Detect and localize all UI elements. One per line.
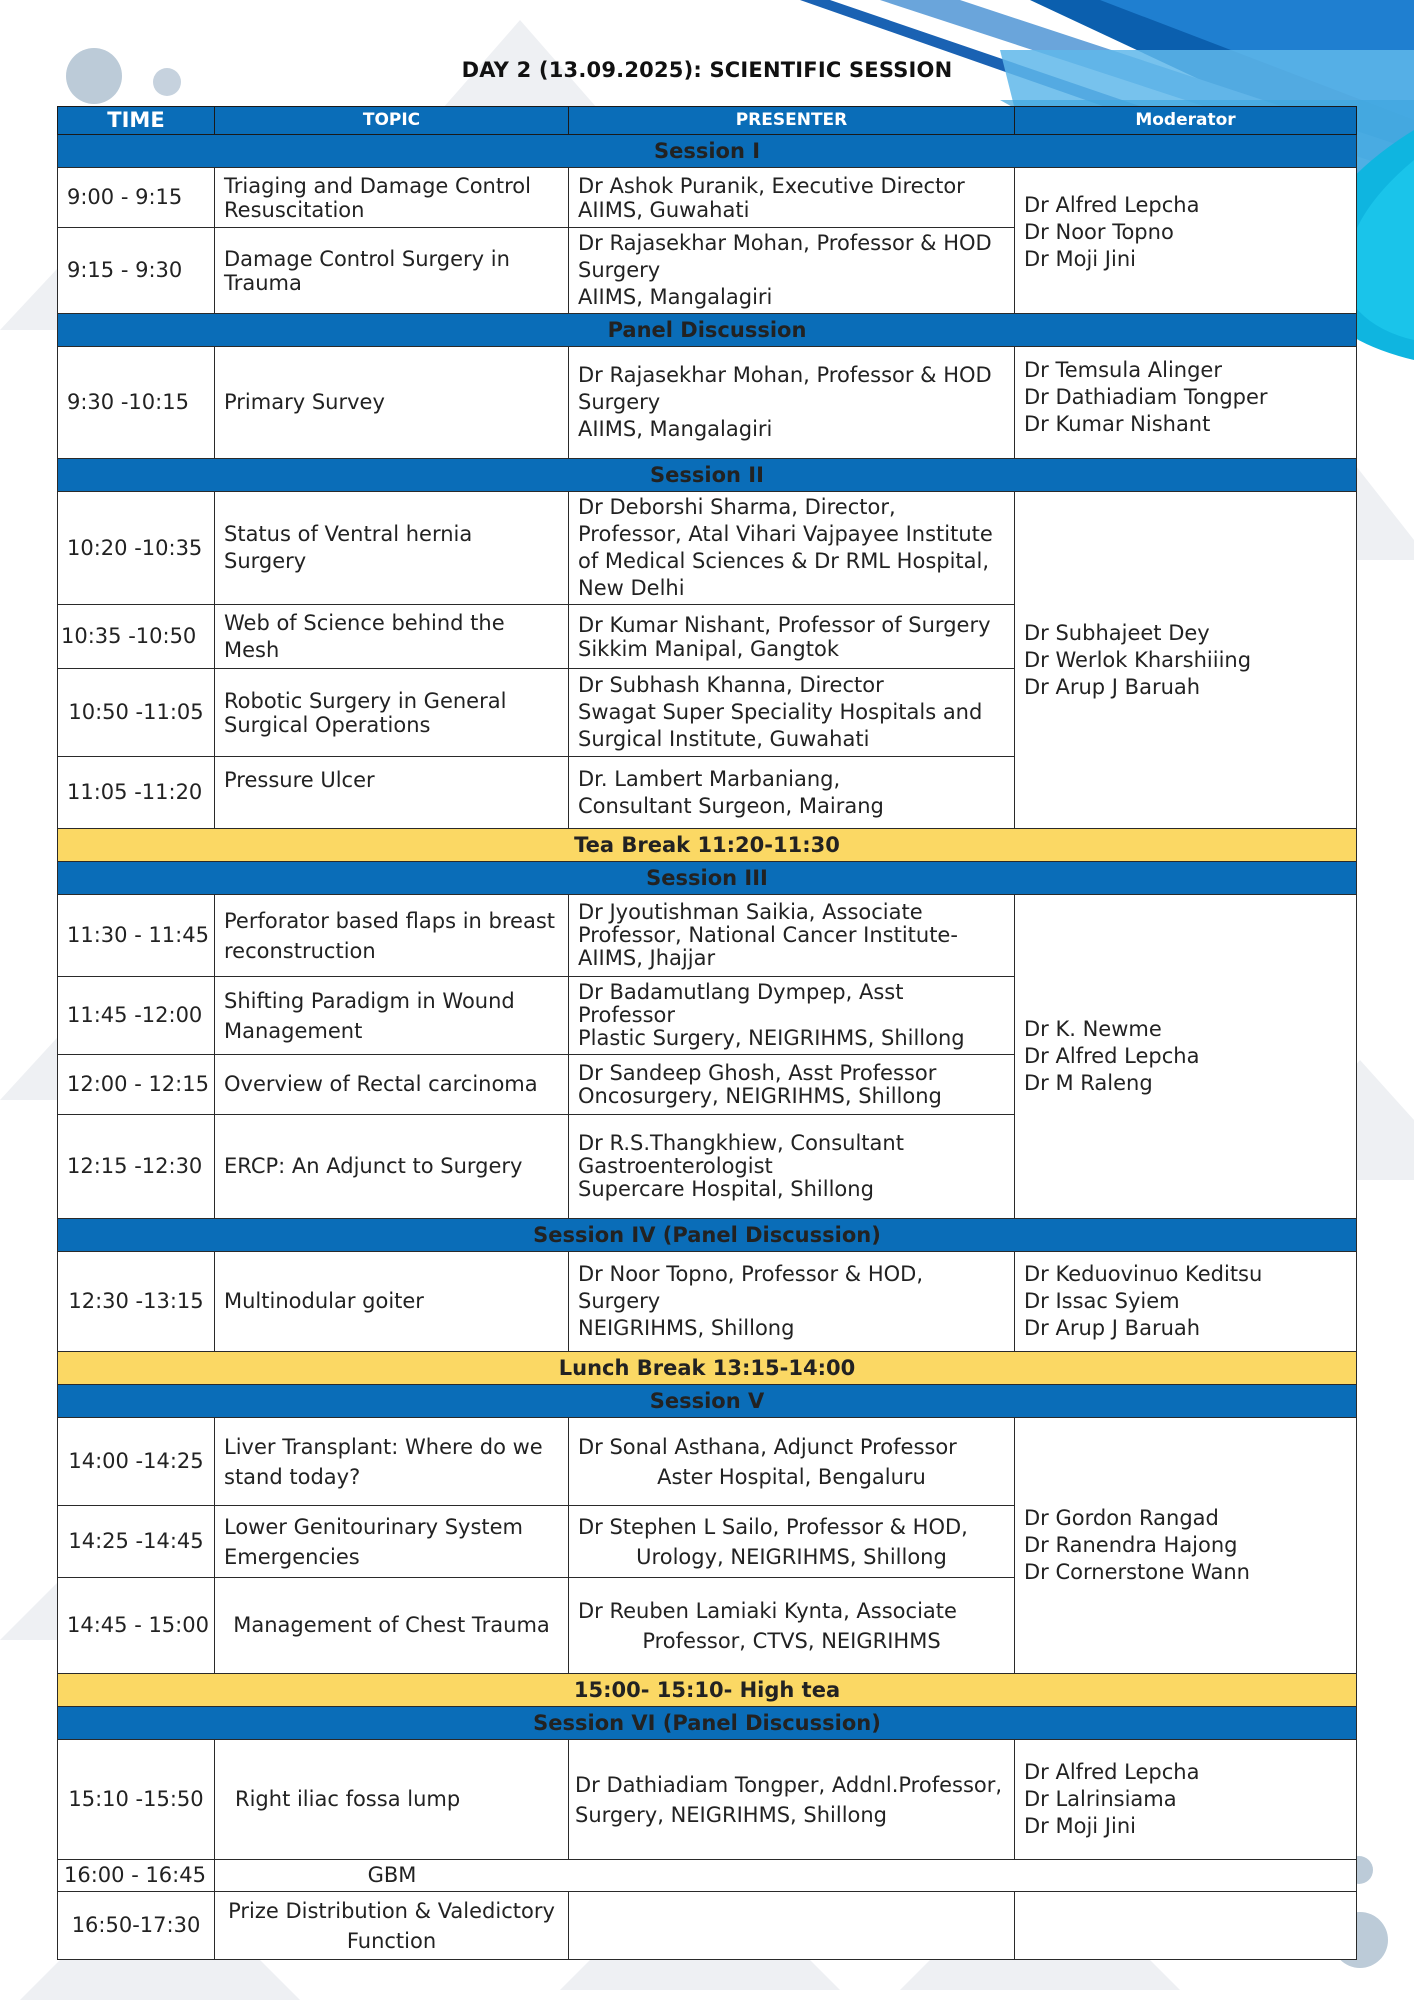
table-row <box>58 895 1357 977</box>
gbm-label: GBM <box>367 1863 417 1887</box>
moderator-name: Dr Werlok Kharshiiing <box>1024 647 1252 672</box>
table-row <box>58 1892 1357 1960</box>
session-label: Session II <box>58 459 1357 492</box>
header-presenter: PRESENTER <box>569 107 1015 135</box>
presenter-line: Dr Subhash Khanna, Director <box>578 673 884 697</box>
session-label: Panel Discussion <box>58 314 1357 347</box>
topic-cell: Multinodular goiter <box>215 1252 569 1352</box>
presenter-cell <box>569 168 1015 228</box>
table-row <box>58 168 1357 228</box>
moderator-name: Dr Arup J Baruah <box>1024 674 1201 699</box>
moderator-name: Dr Subhajeet Dey <box>1024 620 1210 645</box>
session-band <box>58 1707 1357 1740</box>
session-label: Session IV (Panel Discussion) <box>58 1219 1357 1252</box>
presenter-cell <box>569 1115 1015 1219</box>
time-cell: 10:20 -10:35 <box>58 492 215 605</box>
presenter-cell <box>569 1892 1015 1960</box>
topic-cell: Overview of Rectal carcinoma <box>215 1055 569 1115</box>
break-label: Lunch Break 13:15-14:00 <box>58 1352 1357 1385</box>
presenter-cell <box>569 1055 1015 1115</box>
presenter-line: AIIMS, Mangalagiri <box>578 417 773 441</box>
presenter-cell: Dr Deborshi Sharma, Director, Professor, Atal Vihari Vajpayee Institute of Medical Sciences & Dr RML Hospital, New Delhi <box>569 492 1015 605</box>
time-cell: 15:10 -15:50 <box>58 1740 215 1860</box>
presenter-line: Swagat Super Speciality Hospitals and Surgical Institute, Guwahati <box>578 700 983 751</box>
presenter-cell: Dr Dathiadiam Tongper, Addnl.Professor, Surgery, NEIGRIHMS, Shillong <box>569 1740 1015 1860</box>
time-cell: 9:00 - 9:15 <box>58 168 215 228</box>
moderator-cell <box>1015 1892 1357 1960</box>
presenter-cell: Dr Jyoutishman Saikia, Associate Professor, National Cancer Institute-AIIMS, Jhajjar <box>569 895 1015 977</box>
presenter-line: Dr Reuben Lamiaki Kynta, Associate <box>578 1598 957 1623</box>
moderator-name: Dr Gordon Rangad <box>1024 1506 1219 1530</box>
moderator-cell <box>1015 1252 1357 1352</box>
time-cell: 9:30 -10:15 <box>58 347 215 459</box>
presenter-cell <box>569 1578 1015 1674</box>
session-band <box>58 314 1357 347</box>
presenter-line: Dr Rajasekhar Mohan, Professor & HOD Surgery <box>578 363 992 414</box>
presenter-line: Dr Rajasekhar Mohan, Professor & HOD Surgery <box>578 231 992 282</box>
presenter-line: Dr Noor Topno, Professor & HOD, Surgery <box>578 1262 924 1313</box>
presenter-cell <box>569 1252 1015 1352</box>
topic-cell: Web of Science behind the Mesh <box>215 605 569 669</box>
session-label: Session V <box>58 1385 1357 1418</box>
moderator-name: Dr Lalrinsiama <box>1024 1787 1177 1811</box>
topic-cell: Triaging and Damage Control Resuscitation <box>215 168 569 228</box>
moderator-cell <box>1015 347 1357 459</box>
table-row <box>58 1740 1357 1860</box>
presenter-cell <box>569 1418 1015 1506</box>
presenter-line: Aster Hospital, Bengaluru <box>657 1464 926 1489</box>
presenter-line: Consultant Surgeon, Mairang <box>578 793 884 818</box>
presenter-cell <box>569 669 1015 757</box>
presenter-line: AIIMS, Mangalagiri <box>578 285 773 309</box>
presenter-line: Dr Sandeep Ghosh, Asst Professor <box>578 1060 937 1085</box>
time-cell: 14:45 - 15:00 <box>58 1578 215 1674</box>
break-band <box>58 1674 1357 1707</box>
header-topic: TOPIC <box>215 107 569 135</box>
time-cell: 10:50 -11:05 <box>58 669 215 757</box>
time-cell: 12:00 - 12:15 <box>58 1055 215 1115</box>
presenter-line: Plastic Surgery, NEIGRIHMS, Shillong <box>578 1026 965 1050</box>
topic-cell: Shifting Paradigm in Wound Management <box>215 977 569 1055</box>
header-time: TIME <box>58 107 215 135</box>
presenter-line: Professor, CTVS, NEIGRIHMS <box>642 1628 941 1653</box>
presenter-line: Oncosurgery, NEIGRIHMS, Shillong <box>578 1083 942 1108</box>
topic-cell: ERCP: An Adjunct to Surgery <box>215 1115 569 1219</box>
presenter-line: Dr. Lambert Marbaniang, <box>578 766 841 791</box>
moderator-cell <box>1015 168 1357 314</box>
header-moderator: Moderator <box>1015 107 1357 135</box>
table-row <box>58 1860 1357 1892</box>
presenter-cell <box>569 977 1015 1055</box>
moderator-name: Dr Keduovinuo Keditsu <box>1024 1262 1263 1286</box>
moderator-name: Dr Dathiadiam Tongper <box>1024 385 1268 409</box>
moderator-cell <box>1015 492 1357 829</box>
presenter-line: Dr Kumar Nishant, Professor of Surgery <box>578 612 991 637</box>
presenter-line: Dr R.S.Thangkhiew, Consultant Gastroenterologist <box>578 1131 904 1178</box>
topic-cell: Perforator based flaps in breast reconstruction <box>215 895 569 977</box>
break-label: 15:00- 15:10- High tea <box>58 1674 1357 1707</box>
break-band <box>58 1352 1357 1385</box>
moderator-name: Dr Moji Jini <box>1024 1814 1136 1838</box>
moderator-cell <box>1015 1740 1357 1860</box>
moderator-name: Dr Temsula Alinger <box>1024 358 1222 382</box>
time-cell: 14:00 -14:25 <box>58 1418 215 1506</box>
topic-cell: Liver Transplant: Where do we stand today? <box>215 1418 569 1506</box>
presenter-line: AIIMS, Guwahati <box>578 197 750 222</box>
presenter-cell <box>569 228 1015 314</box>
moderator-name: Dr Alfred Lepcha <box>1024 193 1200 217</box>
topic-cell: Right iliac fossa lump <box>215 1740 569 1860</box>
time-cell: 16:00 - 16:45 <box>58 1860 215 1892</box>
session-band <box>58 459 1357 492</box>
presenter-line: Dr Stephen L Sailo, Professor & HOD, <box>578 1514 968 1539</box>
time-cell: 10:35 -10:50 <box>58 605 215 669</box>
moderator-name: Dr Moji Jini <box>1024 247 1136 271</box>
moderator-name: Dr Cornerstone Wann <box>1024 1560 1250 1584</box>
table-row <box>58 1252 1357 1352</box>
topic-cell: Damage Control Surgery in Trauma <box>215 228 569 314</box>
topic-cell: Status of Ventral hernia Surgery <box>215 492 569 605</box>
moderator-name: Dr Kumar Nishant <box>1024 412 1211 436</box>
time-cell: 11:45 -12:00 <box>58 977 215 1055</box>
header-row <box>58 107 1357 135</box>
session-band <box>58 1385 1357 1418</box>
moderator-name: Dr K. Newme <box>1024 1017 1162 1041</box>
presenter-line: Dr Ashok Puranik, Executive Director <box>578 173 965 198</box>
topic-cell: Lower Genitourinary System Emergencies <box>215 1506 569 1578</box>
presenter-line: Supercare Hospital, Shillong <box>578 1177 874 1201</box>
moderator-name: Dr Arup J Baruah <box>1024 1316 1201 1340</box>
topic-cell: Pressure Ulcer <box>215 757 569 829</box>
moderator-name: Dr Issac Syiem <box>1024 1289 1180 1313</box>
moderator-name: Dr Ranendra Hajong <box>1024 1533 1238 1557</box>
time-cell: 11:30 - 11:45 <box>58 895 215 977</box>
moderator-name: Dr Alfred Lepcha <box>1024 1044 1200 1068</box>
time-cell: 9:15 - 9:30 <box>58 228 215 314</box>
break-label: Tea Break 11:20-11:30 <box>58 829 1357 862</box>
presenter-cell <box>569 605 1015 669</box>
moderator-name: Dr Alfred Lepcha <box>1024 1760 1200 1784</box>
time-cell: 14:25 -14:45 <box>58 1506 215 1578</box>
time-cell: 16:50-17:30 <box>58 1892 215 1960</box>
presenter-cell <box>569 1506 1015 1578</box>
moderator-name: Dr Noor Topno <box>1024 220 1174 244</box>
topic-cell <box>215 1860 1357 1892</box>
session-band <box>58 135 1357 168</box>
table-row <box>58 1418 1357 1506</box>
presenter-cell <box>569 757 1015 829</box>
page-title: DAY 2 (13.09.2025): SCIENTIFIC SESSION <box>461 58 953 82</box>
moderator-name: Dr M Raleng <box>1024 1071 1153 1095</box>
table-row <box>58 347 1357 459</box>
topic-cell: Primary Survey <box>215 347 569 459</box>
time-cell: 12:30 -13:15 <box>58 1252 215 1352</box>
schedule-table <box>57 106 1357 1960</box>
session-label: Session I <box>58 135 1357 168</box>
time-cell: 11:05 -11:20 <box>58 757 215 829</box>
topic-cell: Prize Distribution & Valedictory Function <box>215 1892 569 1960</box>
topic-cell: Management of Chest Trauma <box>215 1578 569 1674</box>
presenter-line: Urology, NEIGRIHMS, Shillong <box>636 1544 947 1569</box>
session-label: Session VI (Panel Discussion) <box>58 1707 1357 1740</box>
presenter-cell <box>569 347 1015 459</box>
table-row <box>58 492 1357 605</box>
session-band <box>58 1219 1357 1252</box>
moderator-cell <box>1015 895 1357 1219</box>
break-band <box>58 829 1357 862</box>
moderator-cell <box>1015 1418 1357 1674</box>
presenter-line: Dr Sonal Asthana, Adjunct Professor <box>578 1434 957 1459</box>
time-cell: 12:15 -12:30 <box>58 1115 215 1219</box>
topic-cell: Robotic Surgery in General Surgical Operations <box>215 669 569 757</box>
presenter-line: Dr Badamutlang Dympep, Asst Professor <box>578 980 904 1027</box>
presenter-line: NEIGRIHMS, Shillong <box>578 1316 795 1340</box>
presenter-line: Sikkim Manipal, Gangtok <box>578 636 839 661</box>
session-label: Session III <box>58 862 1357 895</box>
session-band <box>58 862 1357 895</box>
